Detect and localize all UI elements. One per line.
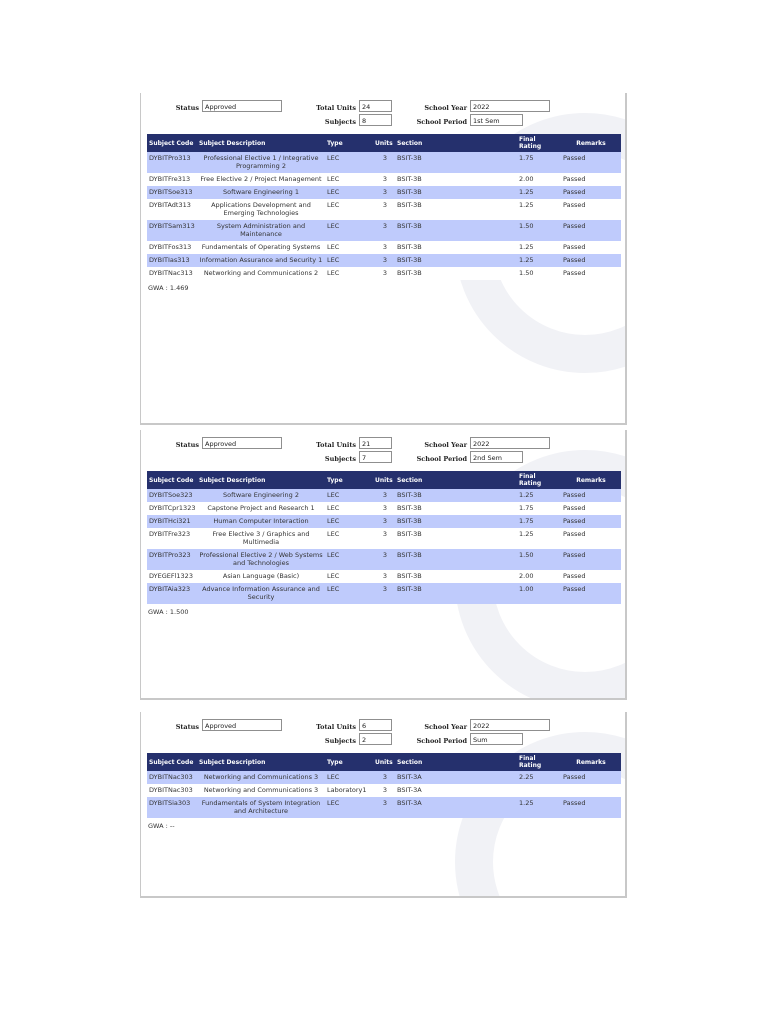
units-cell: 3 xyxy=(373,797,395,818)
type-cell: LEC xyxy=(325,254,373,267)
subject-code-cell: DYBITFre313 xyxy=(147,173,197,186)
remarks-cell: Passed xyxy=(561,220,621,241)
col-units: Units xyxy=(373,134,395,152)
remarks-cell: Passed xyxy=(561,797,621,818)
section-cell: BSIT-3B xyxy=(395,254,517,267)
units-cell: 3 xyxy=(373,199,395,220)
total-units-field[interactable]: 21 xyxy=(359,437,392,449)
table-row xyxy=(147,502,621,515)
status-field[interactable]: Approved xyxy=(202,437,282,449)
subject-code-cell: DYBITPro313 xyxy=(147,152,197,173)
section-cell: BSIT-3B xyxy=(395,549,517,570)
units-cell: 3 xyxy=(373,186,395,199)
col-remarks: Remarks xyxy=(561,134,621,152)
grades-table xyxy=(147,753,621,818)
remarks-cell: Passed xyxy=(561,515,621,528)
col-subject-description: Subject Description xyxy=(197,753,325,771)
units-cell: 3 xyxy=(373,771,395,784)
total-units-label: Total Units xyxy=(316,104,356,112)
description-cell: Advance Information Assurance and Security xyxy=(197,583,325,604)
col-subject-code: Subject Code xyxy=(147,471,197,489)
subject-code-cell: DYBITSam313 xyxy=(147,220,197,241)
semester-record-summer xyxy=(140,712,627,898)
col-remarks: Remarks xyxy=(561,471,621,489)
type-cell: LEC xyxy=(325,583,373,604)
col-final-rating: Final Rating xyxy=(517,134,561,152)
table-row xyxy=(147,771,621,784)
subject-code-cell: DYBITIas313 xyxy=(147,254,197,267)
subject-code-cell: DYBITFre323 xyxy=(147,528,197,549)
school-year-field[interactable]: 2022 xyxy=(470,100,550,112)
type-cell: LEC xyxy=(325,267,373,280)
final-rating-cell: 1.50 xyxy=(517,267,561,280)
final-rating-cell: 1.50 xyxy=(517,220,561,241)
remarks-cell: Passed xyxy=(561,241,621,254)
section-cell: BSIT-3B xyxy=(395,220,517,241)
table-header-row xyxy=(147,134,621,152)
units-cell: 3 xyxy=(373,254,395,267)
type-cell: LEC xyxy=(325,220,373,241)
table-body xyxy=(147,152,621,280)
remarks-cell: Passed xyxy=(561,152,621,173)
type-cell: LEC xyxy=(325,241,373,254)
table-row xyxy=(147,241,621,254)
units-cell: 3 xyxy=(373,570,395,583)
final-rating-cell: 1.00 xyxy=(517,583,561,604)
gwa-summary: GWA : -- xyxy=(148,822,175,830)
subject-code-cell: DYBITAdt313 xyxy=(147,199,197,220)
record-header xyxy=(141,712,625,753)
col-units: Units xyxy=(373,471,395,489)
subject-code-cell: DYBITNac313 xyxy=(147,267,197,280)
subjects-label: Subjects xyxy=(324,118,356,126)
remarks-cell: Passed xyxy=(561,267,621,280)
type-cell: LEC xyxy=(325,502,373,515)
col-section: Section xyxy=(395,134,517,152)
table-row xyxy=(147,489,621,502)
table-row xyxy=(147,549,621,570)
subject-code-cell: DYBITAia323 xyxy=(147,583,197,604)
section-cell: BSIT-3B xyxy=(395,515,517,528)
col-section: Section xyxy=(395,753,517,771)
col-subject-description: Subject Description xyxy=(197,471,325,489)
table-row xyxy=(147,267,621,280)
description-cell: System Administration and Maintenance xyxy=(197,220,325,241)
semester-record-2nd-sem xyxy=(140,430,627,700)
remarks-cell: Passed xyxy=(561,549,621,570)
remarks-cell: Passed xyxy=(561,254,621,267)
type-cell: LEC xyxy=(325,771,373,784)
subjects-field[interactable]: 2 xyxy=(359,733,392,745)
section-cell: BSIT-3B xyxy=(395,267,517,280)
description-cell: Capstone Project and Research 1 xyxy=(197,502,325,515)
remarks-cell: Passed xyxy=(561,583,621,604)
subject-code-cell: DYBITFos313 xyxy=(147,241,197,254)
table-row xyxy=(147,515,621,528)
col-final-rating: Final Rating xyxy=(517,753,561,771)
units-cell: 3 xyxy=(373,220,395,241)
final-rating-cell: 1.25 xyxy=(517,241,561,254)
section-cell: BSIT-3B xyxy=(395,528,517,549)
record-header xyxy=(141,93,625,134)
description-cell: Asian Language (Basic) xyxy=(197,570,325,583)
table-row xyxy=(147,583,621,604)
total-units-field[interactable]: 6 xyxy=(359,719,392,731)
remarks-cell: Passed xyxy=(561,199,621,220)
total-units-field[interactable]: 24 xyxy=(359,100,392,112)
col-type: Type xyxy=(325,753,373,771)
remarks-cell: Passed xyxy=(561,771,621,784)
description-cell: Networking and Communications 3 xyxy=(197,784,325,797)
final-rating-cell: 2.00 xyxy=(517,173,561,186)
col-subject-code: Subject Code xyxy=(147,753,197,771)
final-rating-cell: 1.25 xyxy=(517,186,561,199)
description-cell: Information Assurance and Security 1 xyxy=(197,254,325,267)
remarks-cell xyxy=(561,784,621,797)
section-cell: BSIT-3B xyxy=(395,186,517,199)
school-period-label: School Period xyxy=(416,455,467,463)
subjects-field[interactable]: 8 xyxy=(359,114,392,126)
table-row xyxy=(147,254,621,267)
subject-code-cell: DYBITSia303 xyxy=(147,797,197,818)
type-cell: LEC xyxy=(325,570,373,583)
type-cell: LEC xyxy=(325,186,373,199)
final-rating-cell: 2.25 xyxy=(517,771,561,784)
final-rating-cell: 1.50 xyxy=(517,549,561,570)
units-cell: 3 xyxy=(373,784,395,797)
type-cell: LEC xyxy=(325,489,373,502)
subject-code-cell: DYBITCpr1323 xyxy=(147,502,197,515)
semester-record-1st-sem xyxy=(140,93,627,425)
col-final-rating: Final Rating xyxy=(517,471,561,489)
final-rating-cell: 2.00 xyxy=(517,570,561,583)
status-field[interactable]: Approved xyxy=(202,719,282,731)
table-row xyxy=(147,199,621,220)
section-cell: BSIT-3B xyxy=(395,199,517,220)
final-rating-cell: 1.75 xyxy=(517,515,561,528)
final-rating-cell: 1.25 xyxy=(517,254,561,267)
table-row xyxy=(147,186,621,199)
record-header xyxy=(141,430,625,471)
units-cell: 3 xyxy=(373,528,395,549)
section-cell: BSIT-3B xyxy=(395,173,517,186)
table-row xyxy=(147,152,621,173)
section-cell: BSIT-3A xyxy=(395,797,517,818)
final-rating-cell: 1.25 xyxy=(517,797,561,818)
remarks-cell: Passed xyxy=(561,489,621,502)
final-rating-cell: 1.25 xyxy=(517,199,561,220)
remarks-cell: Passed xyxy=(561,502,621,515)
col-type: Type xyxy=(325,471,373,489)
description-cell: Fundamentals of System Integration and Architecture xyxy=(197,797,325,818)
section-cell: BSIT-3B xyxy=(395,152,517,173)
remarks-cell: Passed xyxy=(561,186,621,199)
subject-code-cell: DYBITSoe313 xyxy=(147,186,197,199)
description-cell: Networking and Communications 2 xyxy=(197,267,325,280)
type-cell: LEC xyxy=(325,173,373,186)
subject-code-cell: DYBITNac303 xyxy=(147,771,197,784)
school-period-field[interactable]: Sum xyxy=(470,733,523,745)
type-cell: LEC xyxy=(325,199,373,220)
col-subject-code: Subject Code xyxy=(147,134,197,152)
section-cell: BSIT-3B xyxy=(395,570,517,583)
school-year-label: School Year xyxy=(424,104,467,112)
final-rating-cell: 1.75 xyxy=(517,152,561,173)
gwa-summary: GWA : 1.469 xyxy=(148,284,189,292)
total-units-label: Total Units xyxy=(316,723,356,731)
table-row xyxy=(147,528,621,549)
col-subject-description: Subject Description xyxy=(197,134,325,152)
description-cell: Fundamentals of Operating Systems xyxy=(197,241,325,254)
units-cell: 3 xyxy=(373,489,395,502)
table-header-row xyxy=(147,753,621,771)
type-cell: LEC xyxy=(325,515,373,528)
section-cell: BSIT-3A xyxy=(395,784,517,797)
grades-table xyxy=(147,471,621,604)
table-row xyxy=(147,570,621,583)
status-label: Status xyxy=(175,104,199,112)
description-cell: Free Elective 3 / Graphics and Multimedia xyxy=(197,528,325,549)
final-rating-cell: 1.25 xyxy=(517,489,561,502)
table-body xyxy=(147,489,621,604)
section-cell: BSIT-3B xyxy=(395,583,517,604)
table-row xyxy=(147,173,621,186)
section-cell: BSIT-3B xyxy=(395,241,517,254)
description-cell: Professional Elective 2 / Web Systems and Technologies xyxy=(197,549,325,570)
type-cell: LEC xyxy=(325,528,373,549)
section-cell: BSIT-3B xyxy=(395,489,517,502)
school-period-label: School Period xyxy=(416,118,467,126)
total-units-label: Total Units xyxy=(316,441,356,449)
section-cell: BSIT-3B xyxy=(395,502,517,515)
final-rating-cell xyxy=(517,784,561,797)
col-remarks: Remarks xyxy=(561,753,621,771)
grades-table xyxy=(147,134,621,280)
school-year-field[interactable]: 2022 xyxy=(470,437,550,449)
remarks-cell: Passed xyxy=(561,173,621,186)
table-header-row xyxy=(147,471,621,489)
section-cell: BSIT-3A xyxy=(395,771,517,784)
description-cell: Networking and Communications 3 xyxy=(197,771,325,784)
subject-code-cell: DYBITNac303 xyxy=(147,784,197,797)
description-cell: Software Engineering 1 xyxy=(197,186,325,199)
status-field[interactable]: Approved xyxy=(202,100,282,112)
units-cell: 3 xyxy=(373,583,395,604)
units-cell: 3 xyxy=(373,241,395,254)
type-cell: LEC xyxy=(325,549,373,570)
status-label: Status xyxy=(175,441,199,449)
school-period-field[interactable]: 1st Sem xyxy=(470,114,523,126)
subject-code-cell: DYBITSoe323 xyxy=(147,489,197,502)
subject-code-cell: DYEGEFl1323 xyxy=(147,570,197,583)
units-cell: 3 xyxy=(373,502,395,515)
remarks-cell: Passed xyxy=(561,570,621,583)
table-row xyxy=(147,220,621,241)
school-year-field[interactable]: 2022 xyxy=(470,719,550,731)
school-period-field[interactable]: 2nd Sem xyxy=(470,451,523,463)
col-units: Units xyxy=(373,753,395,771)
type-cell: LEC xyxy=(325,152,373,173)
remarks-cell: Passed xyxy=(561,528,621,549)
units-cell: 3 xyxy=(373,173,395,186)
school-year-label: School Year xyxy=(424,723,467,731)
table-row xyxy=(147,784,621,797)
school-period-label: School Period xyxy=(416,737,467,745)
units-cell: 3 xyxy=(373,549,395,570)
description-cell: Professional Elective 1 / Integrative Programming 2 xyxy=(197,152,325,173)
gwa-summary: GWA : 1.500 xyxy=(148,608,189,616)
final-rating-cell: 1.25 xyxy=(517,528,561,549)
school-year-label: School Year xyxy=(424,441,467,449)
description-cell: Software Engineering 2 xyxy=(197,489,325,502)
table-body xyxy=(147,771,621,818)
subjects-label: Subjects xyxy=(324,455,356,463)
status-label: Status xyxy=(175,723,199,731)
subjects-label: Subjects xyxy=(324,737,356,745)
final-rating-cell: 1.75 xyxy=(517,502,561,515)
subjects-field[interactable]: 7 xyxy=(359,451,392,463)
subject-code-cell: DYBITHci321 xyxy=(147,515,197,528)
units-cell: 3 xyxy=(373,152,395,173)
description-cell: Human Computer Interaction xyxy=(197,515,325,528)
type-cell: LEC xyxy=(325,797,373,818)
description-cell: Free Elective 2 / Project Management xyxy=(197,173,325,186)
description-cell: Applications Development and Emerging Technologies xyxy=(197,199,325,220)
type-cell: Laboratory1 xyxy=(325,784,373,797)
table-row xyxy=(147,797,621,818)
col-type: Type xyxy=(325,134,373,152)
units-cell: 3 xyxy=(373,515,395,528)
units-cell: 3 xyxy=(373,267,395,280)
subject-code-cell: DYBITPro323 xyxy=(147,549,197,570)
col-section: Section xyxy=(395,471,517,489)
